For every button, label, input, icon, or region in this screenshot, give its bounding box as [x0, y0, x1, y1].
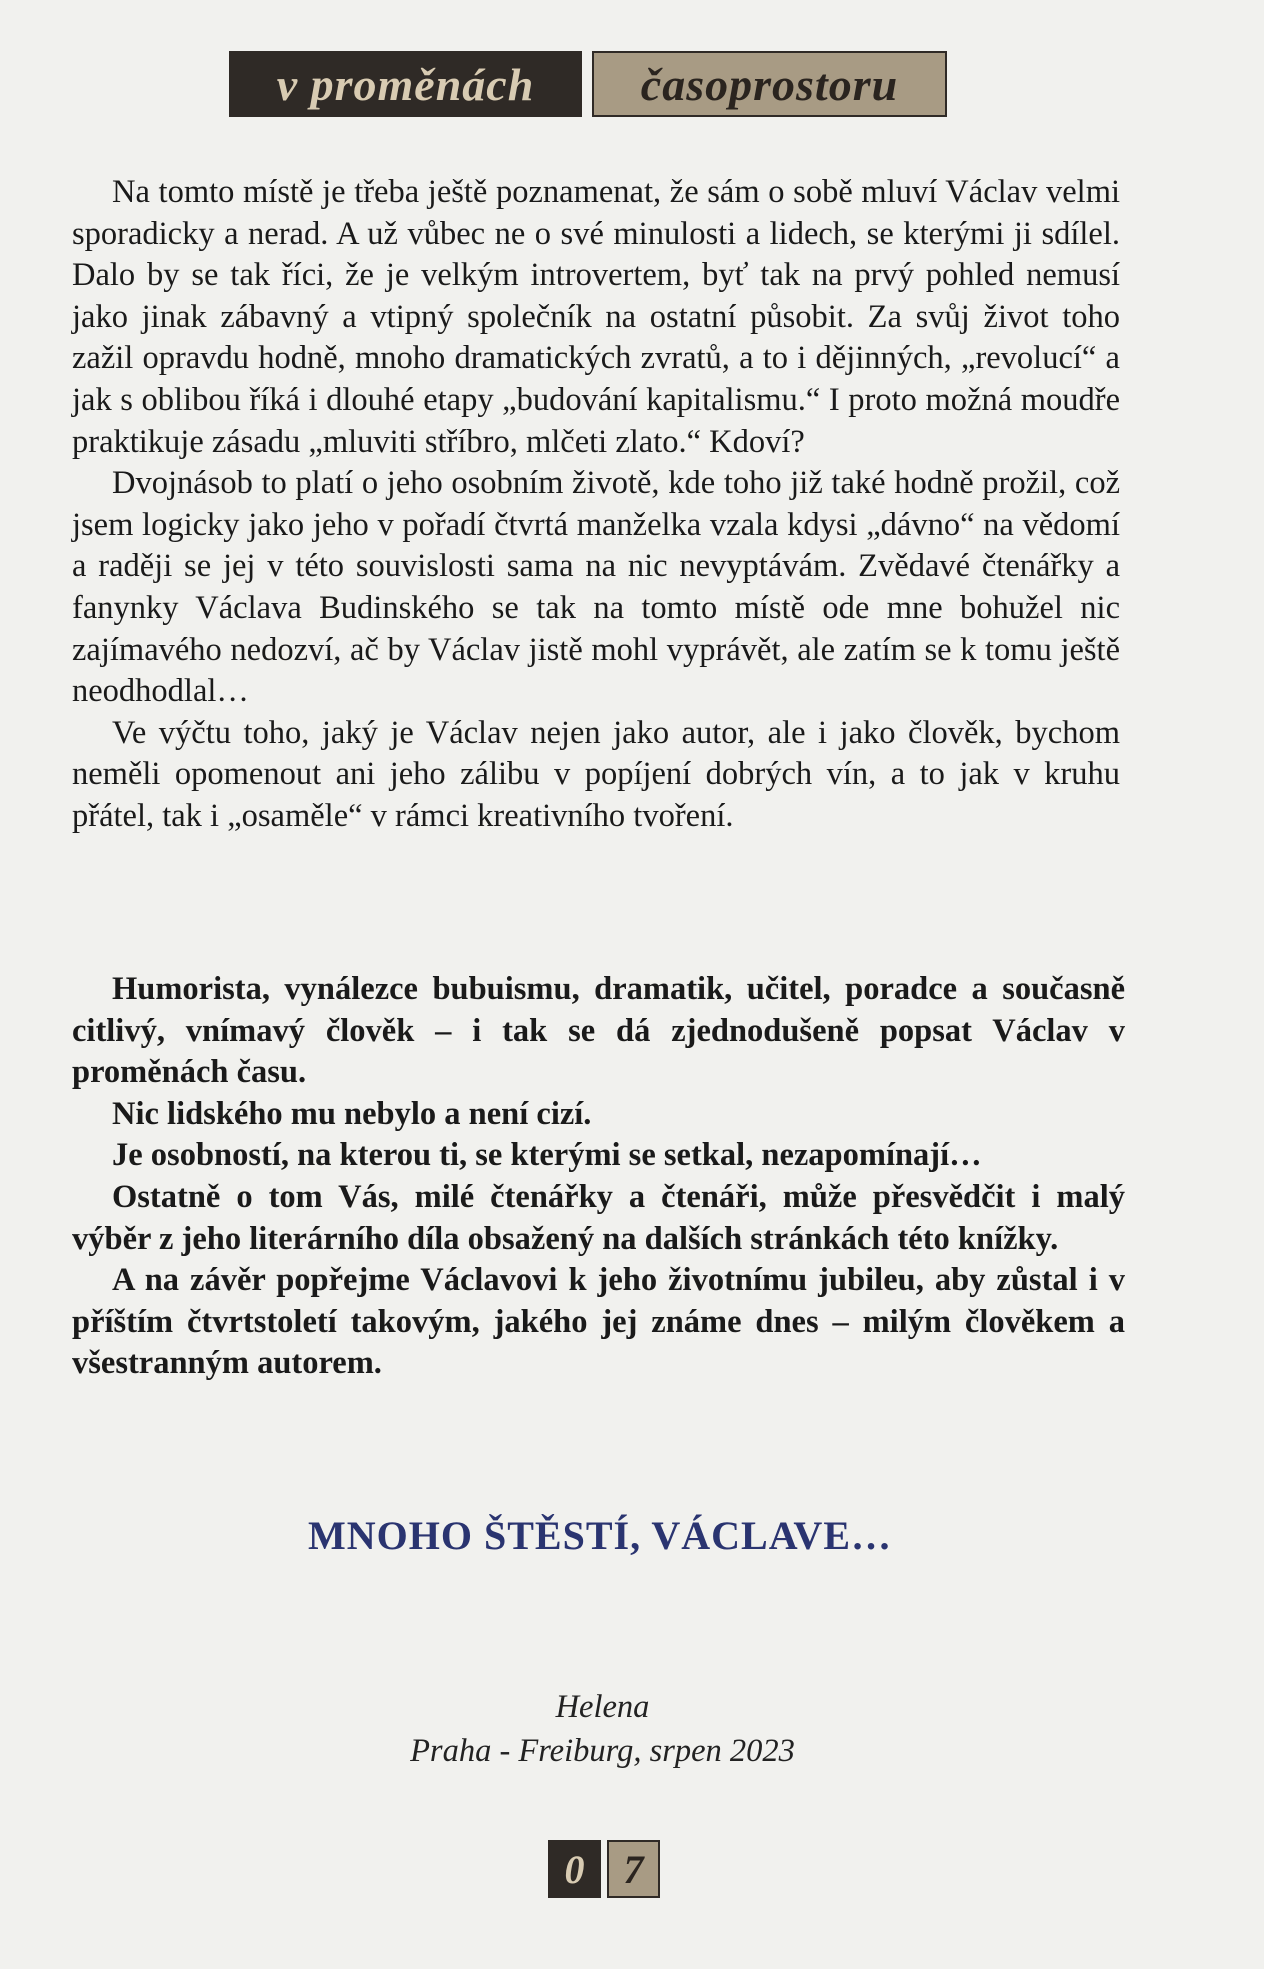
signature-place-date: Praha - Freiburg, srpen 2023 — [410, 1733, 795, 1769]
bold-paragraph: A na závěr popřejme Václavovi k jeho životnímu jubileu, aby zůstal i v příštím čtvrtstoletí takovým, jakého jej známe dnes – milým člověkem a všestranným autorem. — [72, 1262, 1125, 1382]
body-paragraph: Na tomto místě je třeba ještě poznamenat, že sám o sobě mluví Václav velmi sporadicky a nerad. A už vůbec ne o své minulosti a lidech, se kterými ji sdílel. Dalo by se tak říci, že je velkým introvertem, byť tak na prvý pohled nemusí jako jinak zábavný a vtipný společník na ostatní působit. Za svůj život toho zažil opravdu hodně, mnoho dramatických zvratů, a to i dějinných, „revolucí“ a jak s oblibou říká i dlouhé etapy „budování kapitalismu.“ I proto možná moudře praktikuje zásadu „mluviti stříbro, mlčeti zlato.“ Kdoví? — [72, 174, 1120, 460]
running-header — [229, 51, 947, 117]
bold-paragraph: Nic lidského mu nebylo a není cizí. — [112, 1095, 592, 1132]
signature-name: Helena — [555, 1689, 650, 1725]
body-text — [72, 172, 1120, 838]
page-number-digit: 7 — [607, 1840, 660, 1898]
page-number — [548, 1840, 660, 1898]
page-number-digit: 0 — [548, 1840, 601, 1898]
bold-summary — [72, 969, 1125, 1385]
header-title-right: časoprostoru — [592, 51, 947, 117]
body-paragraph: Ve výčtu toho, jaký je Václav nejen jako autor, ale i jako člověk, bychom neměli opomenout ani jeho zálibu v popíjení dobrých vín, a to jak v kruhu přátel, tak i „osaměle“ v rámci kreativního tvoření. — [72, 714, 1120, 834]
bold-paragraph: Ostatně o tom Vás, milé čtenářky a čtenáři, může přesvědčit i malý výběr z jeho literárního díla obsažený na dalších stránkách této knížky. — [72, 1178, 1125, 1257]
body-paragraph: Dvojnásob to platí o jeho osobním životě, kde toho již také hodně prožil, což jsem logicky jako jeho v pořadí čtvrtá manželka vzala kdysi „dávno“ na vědomí a raději se jej v této souvislosti sama na nic nevyptávám. Zvědavé čtenářky a fanynky Václava Budinského se tak na tomto místě ode mne bohužel nic zajímavého nedozví, ač by Václav jistě mohl vyprávět, ale zatím se k tomu ještě neodhodlal… — [72, 465, 1120, 710]
birthday-wish: MNOHO ŠTĚSTÍ, VÁCLAVE… — [308, 1513, 892, 1558]
bold-paragraph: Je osobností, na kterou ti, se kterými se setkal, nezapomínají… — [112, 1137, 982, 1174]
bold-paragraph: Humorista, vynálezce bubuismu, dramatik, učitel, poradce a současně citlivý, vnímavý člověk – i tak se dá zjednodušeně popsat Václav v proměnách času. — [72, 971, 1125, 1091]
header-title-left: v proměnách — [229, 51, 582, 117]
